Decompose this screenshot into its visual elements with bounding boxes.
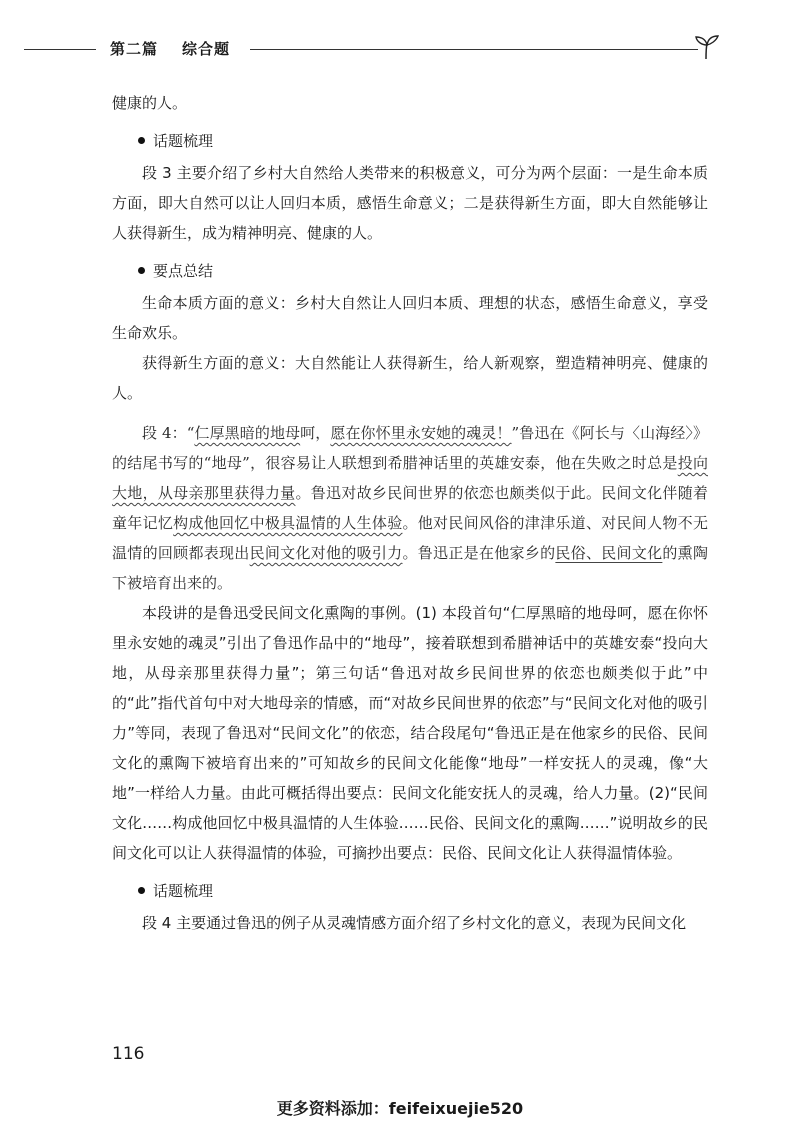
running-header [24, 34, 724, 66]
header-rule-left [24, 49, 96, 50]
paragraph-continuation: 健康的人。 [112, 94, 188, 112]
bullet-icon [138, 887, 145, 894]
bullet-icon [138, 137, 145, 144]
paragraph-topic-summary-2: 段 4 主要通过鲁迅的例子从灵魂情感方面介绍了乡村文化的意义，表现为民间文化 [142, 914, 687, 932]
page-content [112, 88, 708, 938]
wavy-underline: 仁厚黑暗的地母 [194, 424, 301, 442]
footer-note: 更多资料添加：feifeixuejie520 [276, 1099, 524, 1118]
wavy-underline: 民间文化对他的吸引力 [249, 544, 403, 562]
paragraph-key-point-2: 获得新生方面的意义：大自然能让人获得新生，给人新观察，塑造精神明亮、健康的人。 [112, 354, 708, 402]
wavy-underline: 构成他回忆中极具温情的人生体验 [173, 514, 403, 532]
wavy-underline: 投向大地，从母亲那里获得力量 [112, 454, 708, 502]
section-heading-topic: 话题梳理 [112, 126, 708, 156]
section-heading-topic-2: 话题梳理 [112, 876, 708, 906]
section-heading-key-points: 要点总结 [112, 256, 708, 286]
bullet-icon [138, 267, 145, 274]
quoted-passage-paragraph-4: 段 4：“仁厚黑暗的地母呵，愿在你怀里永安她的魂灵！”鲁迅在《阿长与〈山海经〉》的结尾书写的“地母”，很容易让人联想到希腊神话里的英雄安泰，他在失败之时总是投向大地，从母亲那里获得力量。鲁迅对故乡民间世界的依恋也颇类似于此。民间文化伴随着童年记忆构成他回忆中极具温情的人生体验。他对民间风俗的津津乐道、对民间人物不无温情的回顾都表现出民间文化对他的吸引力。鲁迅正是在他家乡的民俗、民间文化的熏陶下被培育出来的。 [112, 424, 708, 592]
solid-underline: 民俗、民间文化 [555, 544, 663, 562]
header-section-label: 综合题 [182, 40, 231, 58]
paragraph-analysis: 本段讲的是鲁迅受民间文化熏陶的事例。(1) 本段首句“仁厚黑暗的地母呵，愿在你怀里永安她的魂灵”引出了鲁迅作品中的“地母”，接着联想到希腊神话中的英雄安泰“投向大地，从母亲那里获得力量”；第三句话“鲁迅对故乡民间世界的依恋也颇类似于此”中的“此”指代首句中对大地母亲的情感，而“对故乡民间世界的依恋”与“民间文化对他的吸引力”等同，表现了鲁迅对“民间文化”的依恋，结合段尾句“鲁迅正是在他家乡的民俗、民间文化的熏陶下被培育出来的”可知故乡的民间文化能像“地母”一样安抚人的灵魂，像“大地”一样给人力量。由此可概括得出要点：民间文化能安抚人的灵魂，给人力量。(2)“民间文化……构成他回忆中极具温情的人生体验……民俗、民间文化的熏陶……”说明故乡的民间文化可以让人获得温情的体验，可摘抄出要点：民俗、民间文化让人获得温情体验。 [112, 604, 708, 862]
paragraph-topic-summary: 段 3 主要介绍了乡村大自然给人类带来的积极意义，可分为两个层面：一是生命本质方面，即大自然可以让人回归本质，感悟生命意义；二是获得新生方面，即大自然能够让人获得新生，成为精神明亮、健康的人。 [112, 164, 708, 242]
paragraph-key-point-1: 生命本质方面的意义：乡村大自然让人回归本质、理想的状态，感悟生命意义，享受生命欢乐。 [112, 294, 708, 342]
wavy-underline: 愿在你怀里永安她的魂灵！ [330, 424, 512, 442]
header-rule-right [250, 49, 698, 50]
sprout-icon [692, 34, 722, 60]
header-part-label: 第二篇 [110, 40, 159, 58]
page-number: 116 [112, 1044, 145, 1064]
